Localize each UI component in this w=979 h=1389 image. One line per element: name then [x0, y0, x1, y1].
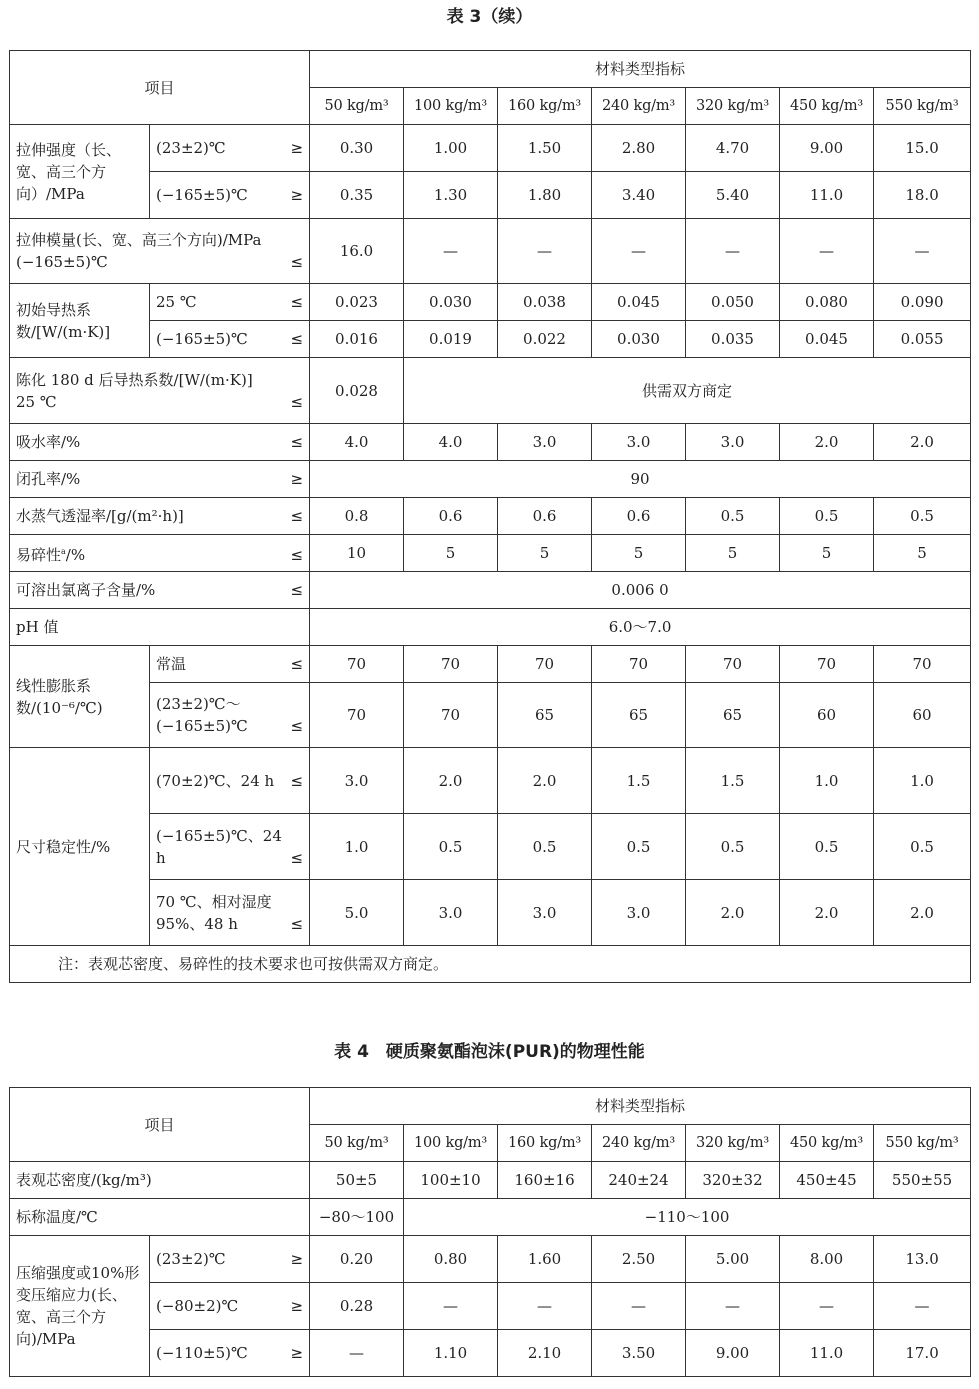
row-label: (70±2)℃、24 h [156, 771, 275, 790]
value-cell: 240±24 [592, 1162, 686, 1199]
row-label: (23±2)℃ [156, 1250, 226, 1268]
header-density: 160 kg/m³ [498, 88, 592, 125]
value-cell: 4.70 [686, 125, 780, 172]
table-row [10, 1330, 971, 1377]
comparison-symbol: ≤ [290, 507, 304, 525]
header-density: 240 kg/m³ [592, 1125, 686, 1162]
value-cell: 3.0 [592, 880, 686, 946]
comparison-symbol: ≤ [290, 914, 304, 933]
value-cell: 65 [686, 683, 780, 748]
value-cell: 450±45 [780, 1162, 874, 1199]
value-cell: 0.030 [404, 284, 498, 321]
value-cell: 0.80 [404, 1236, 498, 1283]
row-label: (23±2)℃～(−165±5)℃ [156, 695, 248, 735]
value-cell: 5.00 [686, 1236, 780, 1283]
row-label: 25 ℃ [156, 293, 197, 311]
row-label: 拉伸模量(长、宽、高三个方向)/MPa [16, 231, 262, 249]
value-cell: 5 [498, 535, 592, 572]
value-cell: 5 [780, 535, 874, 572]
value-cell: 5.40 [686, 172, 780, 219]
table-row [10, 1283, 971, 1330]
value-cell: 0.5 [780, 498, 874, 535]
comparison-symbol: ≤ [290, 392, 304, 411]
value-cell: 5 [874, 535, 971, 572]
value-cell: 0.016 [310, 321, 404, 358]
value-cell: — [686, 219, 780, 284]
condition-cell [150, 1283, 310, 1330]
value-cell: 70 [874, 646, 971, 683]
value-cell: 0.050 [686, 284, 780, 321]
table-row [10, 498, 971, 535]
value-cell: 1.0 [310, 814, 404, 880]
merged-value-cell: 供需双方商定 [404, 358, 971, 424]
value-cell: 2.80 [592, 125, 686, 172]
friability-text: 易碎性 [16, 545, 62, 564]
row-label: 陈化 180 d 后导热系数/[W/(m·K)] [16, 370, 253, 389]
value-cell: 3.0 [404, 880, 498, 946]
header-density: 240 kg/m³ [592, 88, 686, 125]
value-cell: 18.0 [874, 172, 971, 219]
value-cell: 320±32 [686, 1162, 780, 1199]
value-cell: 70 [686, 646, 780, 683]
value-cell: 1.5 [686, 748, 780, 814]
cell-content [156, 693, 303, 737]
header-density: 100 kg/m³ [404, 88, 498, 125]
tensile-strength-label [10, 125, 150, 219]
comparison-symbol: ≤ [290, 655, 304, 673]
condition-cell [150, 125, 310, 172]
value-cell: 3.50 [592, 1330, 686, 1377]
value-cell: 11.0 [780, 1330, 874, 1377]
ph-label: pH 值 [10, 609, 310, 646]
value-cell: 70 [310, 683, 404, 748]
row-label: 压缩强度或10%形变压缩应力(长、宽、高三个方向)/MPa [16, 1264, 140, 1348]
value-cell: 0.8 [310, 498, 404, 535]
cell-content [156, 184, 303, 206]
value-cell: 10 [310, 535, 404, 572]
row-label: 线性膨胀系数/(10⁻⁶/℃) [16, 676, 103, 717]
value-cell: 0.5 [874, 814, 971, 880]
value-cell: — [404, 1283, 498, 1330]
value-cell: 5 [404, 535, 498, 572]
value-cell: 15.0 [874, 125, 971, 172]
comparison-symbol: ≤ [290, 848, 304, 867]
value-cell: 8.00 [780, 1236, 874, 1283]
value-cell: 2.50 [592, 1236, 686, 1283]
header-density: 50 kg/m³ [310, 88, 404, 125]
value-cell: 0.080 [780, 284, 874, 321]
table3 [9, 50, 971, 983]
value-cell: 70 [310, 646, 404, 683]
table-row [10, 1162, 971, 1199]
value-cell: — [874, 1283, 971, 1330]
table-row [10, 814, 971, 880]
comparison-symbol: ≥ [290, 1250, 304, 1268]
cell-content [16, 541, 303, 566]
cell-content [16, 579, 303, 601]
value-cell: 3.0 [498, 424, 592, 461]
header-density: 450 kg/m³ [780, 88, 874, 125]
value-cell: 0.20 [310, 1236, 404, 1283]
value-cell: 1.10 [404, 1330, 498, 1377]
vapor-label [10, 498, 310, 535]
comparison-symbol: ≤ [290, 433, 304, 451]
row-label: (−110±5)℃ [156, 1344, 248, 1362]
condition-cell [150, 1236, 310, 1283]
note-text: 注：表观芯密度、易碎性的技术要求也可按供需双方商定。 [58, 955, 449, 973]
value-cell: 2.0 [780, 424, 874, 461]
table-row [10, 358, 971, 424]
value-cell: 0.5 [498, 814, 592, 880]
header-density: 550 kg/m³ [874, 1125, 971, 1162]
value-cell: 2.0 [874, 424, 971, 461]
cell-content [156, 1248, 303, 1270]
value-cell: 13.0 [874, 1236, 971, 1283]
table-row [10, 461, 971, 498]
merged-value-cell: 6.0～7.0 [310, 609, 971, 646]
cell-content [16, 391, 303, 413]
value-cell: 11.0 [780, 172, 874, 219]
table-row [10, 880, 971, 946]
value-cell: 2.10 [498, 1330, 592, 1377]
value-cell: 0.5 [686, 814, 780, 880]
value-cell: 1.50 [498, 125, 592, 172]
table-row [10, 51, 971, 88]
value-cell: 0.035 [686, 321, 780, 358]
condition-label: (−165±5)℃ [16, 253, 108, 271]
value-cell: 1.30 [404, 172, 498, 219]
cell-content [156, 825, 303, 869]
comparison-symbol: ≤ [290, 253, 304, 271]
row-label: 拉伸强度（长、宽、高三个方向）/MPa [16, 140, 122, 203]
condition-cell [150, 284, 310, 321]
row-label: 水蒸气透湿率/[g/(m²·h)] [16, 507, 184, 525]
cell-content [156, 328, 303, 350]
cell-content [16, 251, 303, 273]
value-cell: 0.5 [686, 498, 780, 535]
table-row [10, 1236, 971, 1283]
value-cell: 4.0 [404, 424, 498, 461]
value-cell: 0.6 [498, 498, 592, 535]
comparison-symbol: ≤ [290, 717, 304, 735]
header-density: 50 kg/m³ [310, 1125, 404, 1162]
value-cell: — [592, 1283, 686, 1330]
value-cell: 0.045 [592, 284, 686, 321]
table-row [10, 535, 971, 572]
friability-label [10, 535, 310, 572]
value-cell: 2.0 [874, 880, 971, 946]
condition-cell [150, 683, 310, 748]
value-cell: 2.0 [498, 748, 592, 814]
value-cell: 0.019 [404, 321, 498, 358]
header-item: 项目 [10, 51, 310, 125]
comparison-symbol: ≥ [290, 186, 304, 204]
value-cell: 2.0 [780, 880, 874, 946]
value-cell: — [498, 1283, 592, 1330]
value-cell: 2.0 [404, 748, 498, 814]
table-row [10, 424, 971, 461]
value-cell: 5 [686, 535, 780, 572]
value-cell: 3.0 [592, 424, 686, 461]
table4 [9, 1087, 971, 1377]
value-cell: 5 [592, 535, 686, 572]
value-cell: 60 [780, 683, 874, 748]
water_absorption-label [10, 424, 310, 461]
value-cell: — [404, 219, 498, 284]
comparison-symbol: ≤ [290, 771, 304, 790]
row-label: 常温 [156, 655, 187, 673]
value-cell: 0.28 [310, 1283, 404, 1330]
comparison-symbol: ≥ [290, 1344, 304, 1362]
condition-cell [150, 1330, 310, 1377]
table-row [10, 219, 971, 284]
aged-conductivity-label [10, 358, 310, 424]
nominal-temp-label: 标称温度/℃ [10, 1199, 310, 1236]
condition-cell [150, 748, 310, 814]
row-label: (−165±5)℃ [156, 330, 248, 348]
cell-content [156, 137, 303, 159]
header-group: 材料类型指标 [310, 1088, 971, 1125]
row-label [16, 541, 286, 566]
header-density: 550 kg/m³ [874, 88, 971, 125]
value-cell: 160±16 [498, 1162, 592, 1199]
value-cell: 0.045 [780, 321, 874, 358]
comparison-symbol: ≥ [290, 1297, 304, 1315]
value-cell: 0.5 [874, 498, 971, 535]
value-cell: 16.0 [310, 219, 404, 284]
comparison-symbol: ≥ [290, 139, 304, 157]
value-cell: — [780, 219, 874, 284]
conductivity-label [10, 284, 150, 358]
value-cell: — [592, 219, 686, 284]
row-label: 70 ℃、相对湿度95%、48 h [156, 892, 272, 933]
header-density: 100 kg/m³ [404, 1125, 498, 1162]
value-cell: 5.0 [310, 880, 404, 946]
cell-content [156, 1295, 303, 1317]
cell-content [156, 891, 303, 935]
table4-caption: 表 4 硬质聚氨酯泡沫(PUR)的物理性能 [334, 1042, 645, 1062]
core-density-label: 表观芯密度/(kg/m³) [10, 1162, 310, 1199]
value-cell: 0.028 [310, 358, 404, 424]
friability-unit: /% [65, 545, 86, 564]
value-cell: 0.055 [874, 321, 971, 358]
value-cell: 70 [404, 683, 498, 748]
comparison-symbol: ≤ [290, 545, 304, 564]
cell-content [16, 505, 303, 527]
value-cell: 3.0 [310, 748, 404, 814]
header-density: 320 kg/m³ [686, 88, 780, 125]
value-cell: 0.023 [310, 284, 404, 321]
header-group: 材料类型指标 [310, 51, 971, 88]
value-cell: 100±10 [404, 1162, 498, 1199]
cell-content [156, 653, 303, 675]
value-cell: 1.5 [592, 748, 686, 814]
row-label: (−165±5)℃、24 h [156, 826, 282, 867]
value-cell: −80～100 [310, 1199, 404, 1236]
table-row [10, 748, 971, 814]
merged-value-cell: 0.006 0 [310, 572, 971, 609]
chloride-label [10, 572, 310, 609]
comparison-symbol: ≤ [290, 293, 304, 311]
compressive-label [10, 1236, 150, 1377]
value-cell: 65 [498, 683, 592, 748]
row-label: 吸水率/% [16, 433, 81, 451]
condition-cell [150, 321, 310, 358]
merged-value-cell: 90 [310, 461, 971, 498]
value-cell: 0.6 [404, 498, 498, 535]
value-cell: 1.60 [498, 1236, 592, 1283]
cell-content [156, 1342, 303, 1364]
value-cell: 3.0 [498, 880, 592, 946]
value-cell: 0.30 [310, 125, 404, 172]
value-cell: 50±5 [310, 1162, 404, 1199]
condition-cell [150, 880, 310, 946]
table-row [10, 1088, 971, 1125]
value-cell: 0.038 [498, 284, 592, 321]
table-row [10, 1199, 971, 1236]
header-density: 160 kg/m³ [498, 1125, 592, 1162]
value-cell: 550±55 [874, 1162, 971, 1199]
value-cell: — [780, 1283, 874, 1330]
value-cell: 70 [780, 646, 874, 683]
row-label: (−80±2)℃ [156, 1297, 239, 1315]
value-cell: 0.6 [592, 498, 686, 535]
comparison-symbol: ≤ [290, 581, 304, 599]
cell-content [156, 291, 303, 313]
comparison-symbol: ≤ [290, 330, 304, 348]
table-row [10, 172, 971, 219]
row-label: 尺寸稳定性/% [16, 837, 111, 856]
value-cell: 3.40 [592, 172, 686, 219]
cell-content [16, 468, 303, 490]
value-cell: 70 [498, 646, 592, 683]
condition-label: 25 ℃ [16, 392, 57, 411]
row-label: 闭孔率/% [16, 470, 81, 488]
table-row [10, 321, 971, 358]
row-label: (23±2)℃ [156, 139, 226, 157]
header-density: 320 kg/m³ [686, 1125, 780, 1162]
value-cell: 1.00 [404, 125, 498, 172]
value-cell: 0.5 [780, 814, 874, 880]
header-item: 项目 [10, 1088, 310, 1162]
value-cell: — [686, 1283, 780, 1330]
table-row [10, 125, 971, 172]
condition-cell [150, 172, 310, 219]
row-label: 可溶出氯离子含量/% [16, 581, 156, 599]
footnote-mark: a [61, 546, 66, 556]
value-cell: — [498, 219, 592, 284]
value-cell: 65 [592, 683, 686, 748]
closed_cell-label [10, 461, 310, 498]
cell-content [156, 770, 303, 792]
dimensional-label [10, 748, 150, 946]
cell-content [16, 431, 303, 453]
value-cell: 0.5 [404, 814, 498, 880]
value-cell: — [310, 1330, 404, 1377]
row-label: 初始导热系数/[W/(m·K)] [16, 300, 111, 341]
condition-cell [150, 646, 310, 683]
value-cell: 60 [874, 683, 971, 748]
value-cell: 1.80 [498, 172, 592, 219]
comparison-symbol: ≥ [290, 470, 304, 488]
condition-cell [150, 814, 310, 880]
table-note [10, 946, 971, 983]
value-cell: 0.5 [592, 814, 686, 880]
table-row [10, 609, 971, 646]
table3-caption: 表 3（续） [446, 7, 533, 27]
value-cell: 2.0 [686, 880, 780, 946]
table-row [10, 284, 971, 321]
tensile-modulus-label [10, 219, 310, 284]
header-density: 450 kg/m³ [780, 1125, 874, 1162]
value-cell: 9.00 [686, 1330, 780, 1377]
value-cell: 0.090 [874, 284, 971, 321]
row-label: (−165±5)℃ [156, 186, 248, 204]
value-cell: 4.0 [310, 424, 404, 461]
value-cell: 3.0 [686, 424, 780, 461]
value-cell: 0.022 [498, 321, 592, 358]
table-row [10, 572, 971, 609]
value-cell: 1.0 [780, 748, 874, 814]
value-cell: 9.00 [780, 125, 874, 172]
value-cell: 70 [592, 646, 686, 683]
merged-value-cell: −110～100 [404, 1199, 971, 1236]
value-cell: 17.0 [874, 1330, 971, 1377]
expansion-label [10, 646, 150, 748]
value-cell: 1.0 [874, 748, 971, 814]
value-cell: 0.030 [592, 321, 686, 358]
value-cell: 70 [404, 646, 498, 683]
table-row [10, 946, 971, 983]
value-cell: — [874, 219, 971, 284]
table-row [10, 646, 971, 683]
table-row [10, 683, 971, 748]
value-cell: 0.35 [310, 172, 404, 219]
